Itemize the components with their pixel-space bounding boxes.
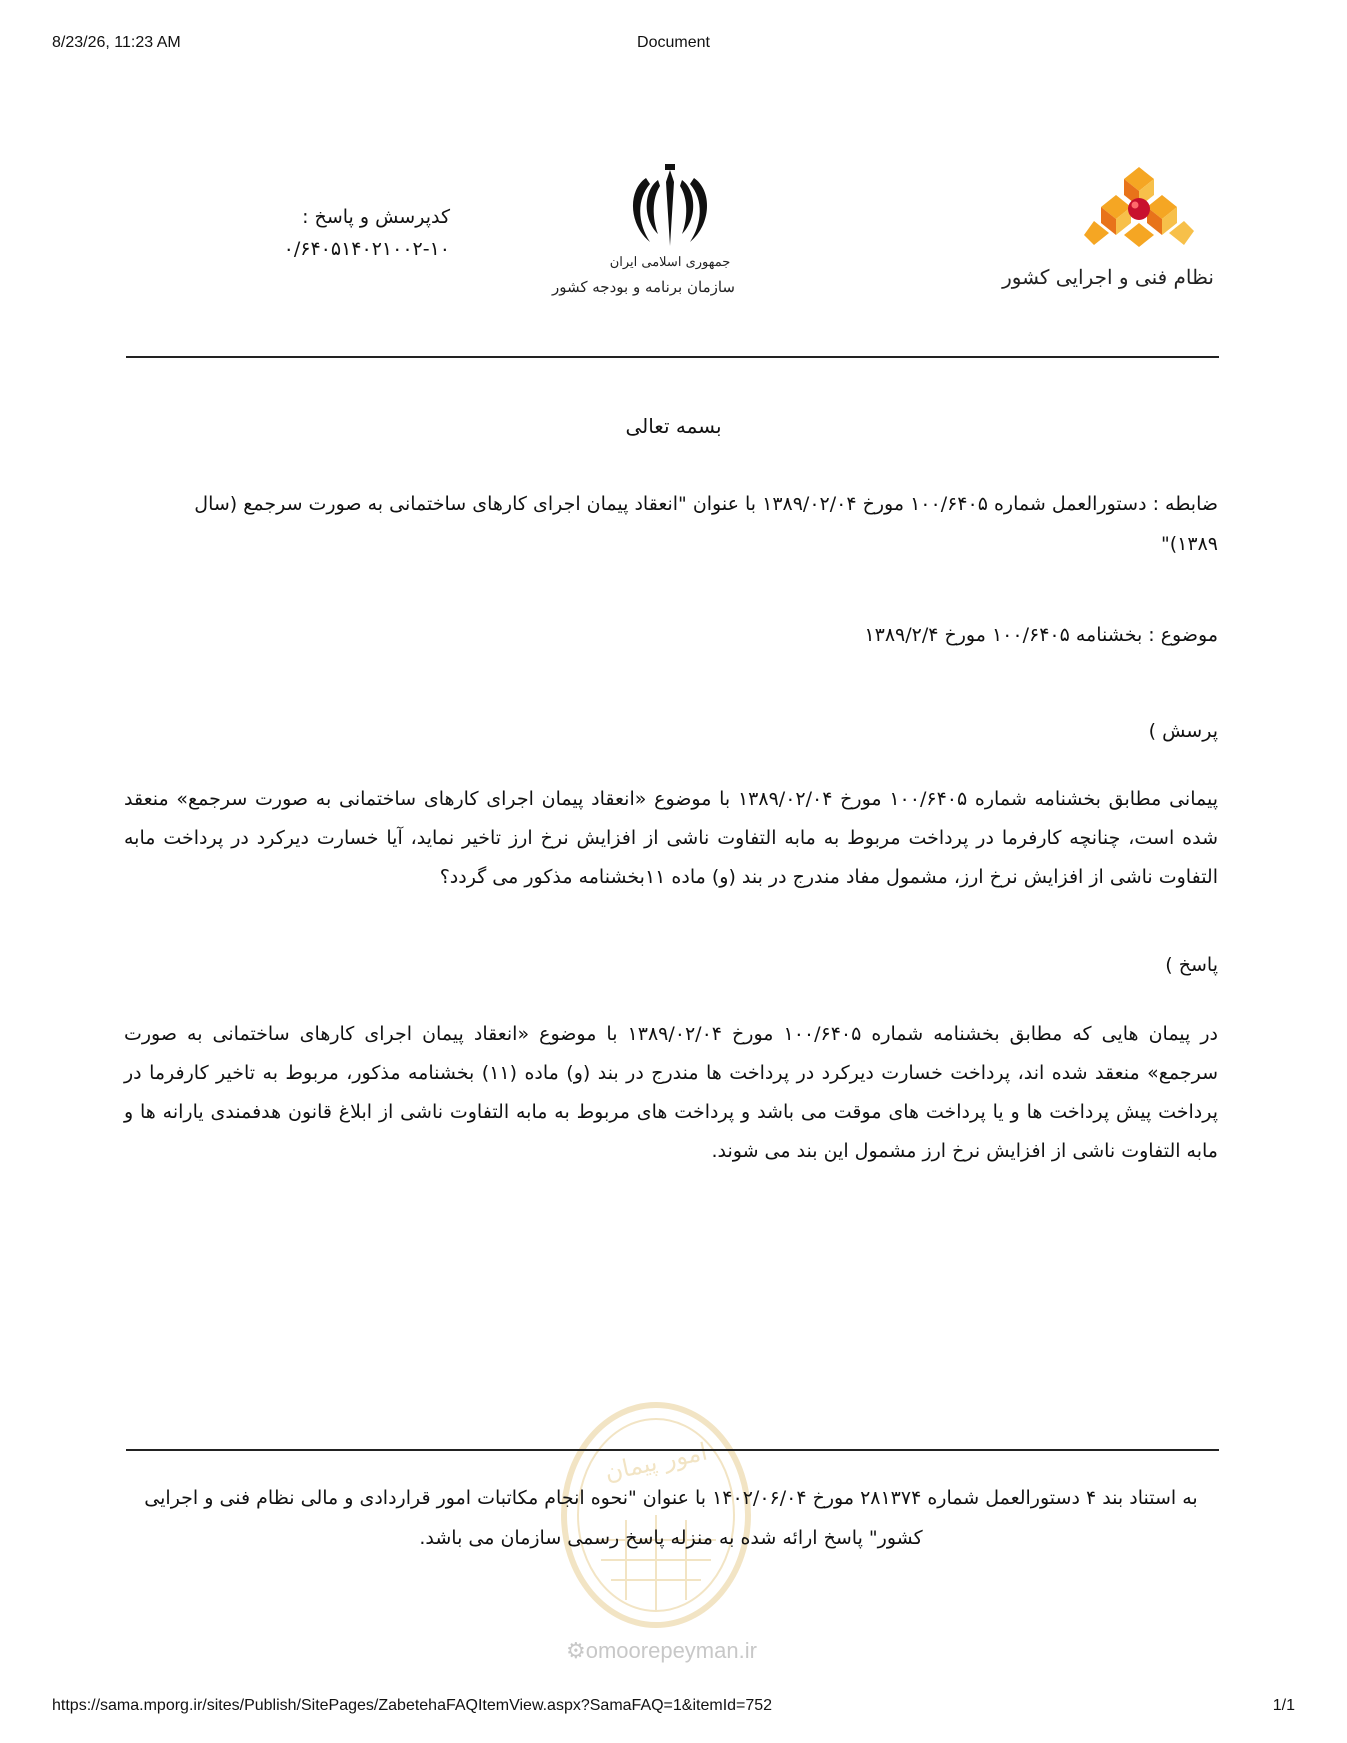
iran-emblem-caption-1: جمهوری اسلامی ایران xyxy=(609,255,731,270)
answer-text: در پیمان هایی که مطابق بخشنامه شماره ۱۰۰/۶۴۰۵ مورخ ۱۳۸۹/۰۲/۰۴ با موضوع «انعقاد پیمان اجرای کارهای ساختمانی به صورت سرجمع» منعقد شده اند، پرداخت خسارت دیرکرد در پرداخت ها مندرج در بند (و) ماده (۱۱) بخشنامه مذکور، مربوط به تاخیر کارفرما در پرداخت پیش پرداخت ها و یا پرداخت های موقت می باشد و پرداخت های مربوط به مابه التفاوت ناشی از ابلاغ قانون هدفمندی یارانه ها و مابه التفاوت ناشی از افزایش نرخ ارز مشمول این بند می شوند. xyxy=(124,1023,1218,1162)
nezam-fani-caption: نظام فنی و اجرایی کشور xyxy=(1002,265,1214,289)
iran-emblem-caption-2: سازمان برنامه و بودجه کشور xyxy=(551,278,735,296)
qa-code-label: کدپرسش و پاسخ : xyxy=(302,206,450,228)
qa-code-block xyxy=(230,206,450,270)
footnote-divider xyxy=(126,1449,1219,1451)
print-header xyxy=(0,34,1347,56)
criterion-text: ضابطه : دستورالعمل شماره ۱۰۰/۶۴۰۵ مورخ ۱۳۸۹/۰۲/۰۴ با عنوان "انعقاد پیمان اجرای کارهای ساختمانی به صورت سرجمع (سال ۱۳۸۹)" xyxy=(194,493,1218,555)
header-divider xyxy=(126,356,1219,358)
watermark-script: امور پیمان xyxy=(602,1437,710,1487)
print-page-number: 1/1 xyxy=(1272,1697,1295,1714)
answer-label: پاسخ ) xyxy=(1165,954,1218,976)
print-footer xyxy=(0,1697,1347,1719)
iran-emblem-logo xyxy=(551,160,735,310)
iran-emblem-icon xyxy=(622,160,718,256)
print-url[interactable]: https://sama.mporg.ir/sites/Publish/SitePages/ZabetehaFAQItemView.aspx?SamaFAQ=1&itemId=752 xyxy=(52,1697,773,1714)
watermark-site xyxy=(566,1638,757,1664)
subject-text: موضوع : بخشنامه ۱۰۰/۶۴۰۵ مورخ ۱۳۸۹/۲/۴ xyxy=(864,624,1218,646)
basmala: بسمه تعالی xyxy=(625,414,722,438)
qa-code-value: ۰/۶۴۰۵۱۴۰۲۱۰۰۲-۱۰ xyxy=(283,238,450,260)
nezam-fani-logo xyxy=(1002,165,1214,325)
watermark-gear-icon: ⚙ xyxy=(566,1638,586,1663)
question-label: پرسش ) xyxy=(1148,720,1218,742)
print-datetime: 8/23/26, 11:23 AM xyxy=(52,34,181,51)
watermark-site-label: omoorepeyman.ir xyxy=(585,1638,757,1663)
cube-pyramid-icon xyxy=(1084,165,1194,255)
question-text: پیمانی مطابق بخشنامه شماره ۱۰۰/۶۴۰۵ مورخ ۱۳۸۹/۰۲/۰۴ با موضوع «انعقاد پیمان اجرای کارهای ساختمانی به صورت سرجمع» منعقد شده است، چنانچه کارفرما در پرداخت مربوط به مابه التفاوت ناشی از افزایش نرخ ارز تاخیر نماید، آیا خسارت دیرکرد در پرداخت مابه التفاوت ناشی از افزایش نرخ ارز، مشمول مفاد مندرج در بند (و) ماده ۱۱بخشنامه مذکور می گردد؟ xyxy=(124,788,1218,888)
footnote-text: به استناد بند ۴ دستورالعمل شماره ۲۸۱۳۷۴ مورخ ۱۴۰۲/۰۶/۰۴ با عنوان "نحوه انجام مکاتبات امور قراردادی و مالی نظام فنی و اجرایی کشور" پاسخ ارائه شده به منزله پاسخ رسمی سازمان می باشد. xyxy=(144,1487,1198,1549)
print-title: Document xyxy=(637,34,710,51)
